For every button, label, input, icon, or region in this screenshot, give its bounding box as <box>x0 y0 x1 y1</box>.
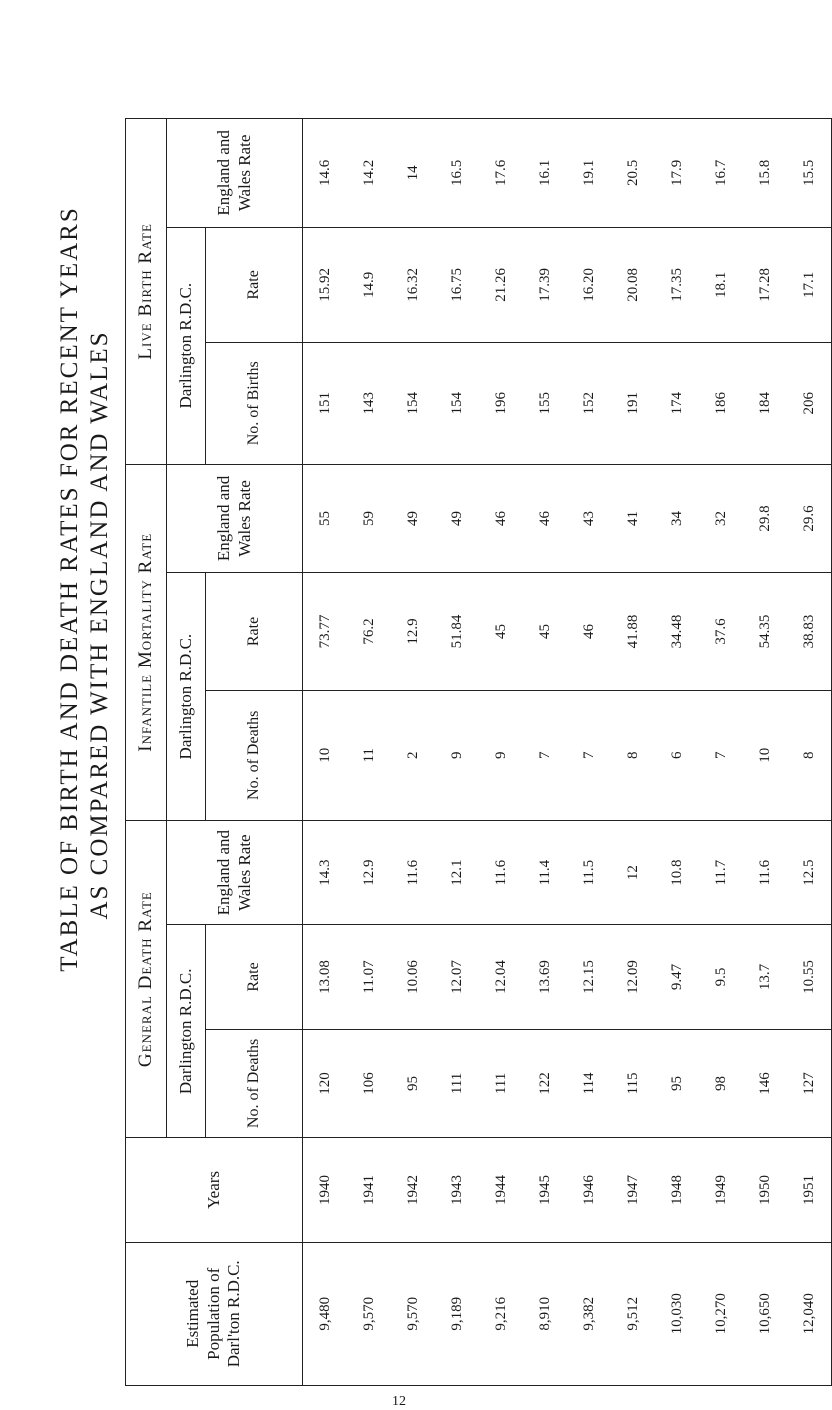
im-rate-cell: 51.84 <box>449 614 465 649</box>
im-rate-cell: 76.2 <box>361 618 377 645</box>
lb-no-cell: 152 <box>581 392 597 415</box>
im-darlington-header: Darlington R.D.C. <box>167 573 206 821</box>
lb-ew-header: England and Wales Rate <box>167 119 303 228</box>
im-rate-cell: 54.35 <box>757 614 773 649</box>
im-rate-cell: 34.48 <box>669 614 685 649</box>
lb-rate-cell: 16.32 <box>405 267 421 302</box>
lb-ew-cell: 14.2 <box>361 159 377 186</box>
gd-no-cell: 120 <box>317 1072 333 1095</box>
im-rate-cell: 73.77 <box>317 614 333 649</box>
title-line-1: TABLE OF BIRTH AND DEATH RATES FOR RECENT YEARS <box>56 206 83 972</box>
gd-no-cell: 115 <box>625 1072 641 1095</box>
lb-no-cell: 191 <box>625 392 641 415</box>
gd-ew-cell: 11.6 <box>405 859 421 886</box>
lb-rate-cell: 15.92 <box>317 267 333 302</box>
gd-ew-cell: 11.6 <box>757 859 773 886</box>
im-no-column <box>303 690 832 820</box>
gd-no-cell: 127 <box>801 1072 817 1095</box>
im-ew-cell: 32 <box>713 510 729 526</box>
population-cell: 10,650 <box>757 1293 773 1335</box>
im-rate-cell: 41.88 <box>625 614 641 649</box>
lb-ew-cell: 15.5 <box>801 159 817 186</box>
im-no-header: No. of Deaths <box>206 690 303 820</box>
im-no-cell: 9 <box>493 751 509 760</box>
gd-rate-cell: 12.07 <box>449 960 465 994</box>
lb-no-column <box>303 342 832 464</box>
gd-rate-cell: 12.15 <box>581 960 597 994</box>
lb-rate-cell: 14.9 <box>361 271 377 298</box>
im-no-cell: 6 <box>669 751 685 760</box>
lb-ew-cell: 16.7 <box>713 159 729 186</box>
im-rate-header: Rate <box>206 573 303 690</box>
year-cell: 1942 <box>405 1174 421 1205</box>
lb-rate-cell: 16.75 <box>449 267 465 302</box>
im-rate-cell: 37.6 <box>713 618 729 645</box>
gd-no-cell: 122 <box>537 1072 553 1095</box>
lb-rate-cell: 20.08 <box>625 267 641 302</box>
lb-ew-cell: 17.9 <box>669 159 685 186</box>
population-cell: 9,570 <box>361 1296 377 1331</box>
lb-rate-cell: 17.39 <box>537 267 553 302</box>
lb-no-cell: 206 <box>801 392 817 415</box>
im-no-cell: 7 <box>537 751 553 760</box>
year-cell: 1947 <box>625 1174 641 1205</box>
lb-ew-column <box>303 119 832 228</box>
live-birth-header: Live Birth Rate <box>126 119 167 465</box>
lb-ew-cell: 17.6 <box>493 159 509 186</box>
lb-rate-cell: 17.1 <box>801 271 817 298</box>
gd-no-cell: 114 <box>581 1072 597 1095</box>
lb-no-cell: 143 <box>361 392 377 415</box>
im-rate-column <box>303 573 832 690</box>
gd-rate-cell: 11.07 <box>361 960 377 994</box>
im-no-cell: 9 <box>449 751 465 760</box>
gd-darlington-header: Darlington R.D.C. <box>167 925 206 1138</box>
gd-no-column <box>303 1029 832 1138</box>
im-no-cell: 8 <box>801 751 817 760</box>
im-no-cell: 10 <box>757 747 773 763</box>
population-cell: 9,382 <box>581 1296 597 1331</box>
lb-ew-cell: 15.8 <box>757 159 773 186</box>
im-rate-cell: 45 <box>493 623 509 639</box>
im-ew-cell: 29.8 <box>757 505 773 532</box>
im-rate-cell: 46 <box>581 623 597 639</box>
im-rate-cell: 45 <box>537 623 553 639</box>
im-no-cell: 8 <box>625 751 641 760</box>
lb-rate-cell: 21.26 <box>493 267 509 302</box>
gd-rate-column <box>303 925 832 1029</box>
population-column <box>303 1242 832 1385</box>
im-no-cell: 7 <box>713 751 729 760</box>
gd-ew-column <box>303 820 832 924</box>
gd-rate-cell: 13.08 <box>317 960 333 994</box>
gd-rate-cell: 10.06 <box>405 960 421 994</box>
im-ew-cell: 49 <box>449 510 465 526</box>
lb-no-header: No. of Births <box>206 342 303 464</box>
gd-ew-cell: 10.8 <box>669 859 685 886</box>
gd-ew-cell: 11.4 <box>537 859 553 886</box>
im-rate-cell: 38.83 <box>801 614 817 649</box>
lb-ew-cell: 20.5 <box>625 159 641 186</box>
page-number: 12 <box>392 1394 406 1409</box>
population-cell: 9,189 <box>449 1296 465 1331</box>
im-rate-cell: 12.9 <box>405 618 421 645</box>
gd-rate-cell: 12.09 <box>625 960 641 994</box>
page-heading <box>0 0 140 1220</box>
im-ew-cell: 55 <box>317 510 333 526</box>
gd-no-cell: 111 <box>449 1072 465 1095</box>
gd-rate-cell: 13.69 <box>537 960 553 994</box>
general-death-header: General Death Rate <box>126 820 167 1137</box>
population-cell: 8,910 <box>537 1296 553 1331</box>
im-ew-cell: 29.6 <box>801 505 817 532</box>
im-ew-column <box>303 464 832 573</box>
gd-no-cell: 95 <box>405 1075 421 1091</box>
gd-rate-cell: 9.5 <box>713 967 729 987</box>
rates-table <box>125 118 832 1386</box>
gd-no-cell: 111 <box>493 1072 509 1095</box>
lb-darlington-header: Darlington R.D.C. <box>167 227 206 464</box>
lb-rate-cell: 18.1 <box>713 271 729 298</box>
im-no-cell: 7 <box>581 751 597 760</box>
lb-no-cell: 155 <box>537 392 553 415</box>
lb-ew-cell: 19.1 <box>581 159 597 186</box>
im-no-cell: 10 <box>317 747 333 763</box>
lb-ew-cell: 14.6 <box>317 159 333 186</box>
population-cell: 9,480 <box>317 1296 333 1331</box>
gd-ew-cell: 11.5 <box>581 859 597 886</box>
year-cell: 1951 <box>801 1174 817 1205</box>
gd-no-cell: 98 <box>713 1075 729 1091</box>
year-cell: 1944 <box>493 1174 509 1205</box>
year-cell: 1940 <box>317 1174 333 1205</box>
year-cell: 1949 <box>713 1174 729 1205</box>
year-cell: 1941 <box>361 1174 377 1205</box>
gd-no-cell: 146 <box>757 1072 773 1095</box>
lb-ew-cell: 16.5 <box>449 159 465 186</box>
year-cell: 1948 <box>669 1174 685 1205</box>
year-cell: 1950 <box>757 1174 773 1205</box>
rates-table-wrapper <box>125 118 817 1386</box>
lb-no-cell: 154 <box>449 392 465 415</box>
gd-ew-cell: 11.6 <box>493 859 509 886</box>
lb-rate-cell: 17.35 <box>669 267 685 302</box>
lb-rate-header: Rate <box>206 227 303 342</box>
gd-ew-cell: 12.9 <box>361 859 377 886</box>
population-cell: 9,512 <box>625 1296 641 1331</box>
title-line-2: AS COMPARED WITH ENGLAND AND WALES <box>86 330 113 920</box>
population-cell: 10,270 <box>713 1293 729 1335</box>
gd-rate-cell: 9.47 <box>669 963 685 991</box>
gd-ew-header: England and Wales Rate <box>167 820 303 924</box>
lb-rate-cell: 17.28 <box>757 267 773 302</box>
lb-ew-cell: 14 <box>405 165 421 181</box>
year-cell: 1945 <box>537 1174 553 1205</box>
lb-no-cell: 151 <box>317 392 333 415</box>
im-no-cell: 2 <box>405 751 421 760</box>
years-column <box>303 1138 832 1242</box>
gd-no-cell: 106 <box>361 1072 377 1095</box>
lb-no-cell: 174 <box>669 392 685 415</box>
years-header: Years <box>126 1138 303 1242</box>
im-ew-header: England and Wales Rate <box>167 464 303 573</box>
gd-rate-cell: 10.55 <box>801 960 817 994</box>
infant-mortality-header: Infantile Mortality Rate <box>126 464 167 820</box>
year-cell: 1946 <box>581 1174 597 1205</box>
gd-ew-cell: 12.1 <box>449 859 465 886</box>
gd-rate-cell: 12.04 <box>493 960 509 994</box>
gd-no-header: No. of Deaths <box>206 1029 303 1138</box>
im-ew-cell: 34 <box>669 510 685 526</box>
gd-rate-header: Rate <box>206 925 303 1029</box>
lb-no-cell: 196 <box>493 392 509 415</box>
population-header: Estimated Population of Darl'ton R.D.C. <box>126 1242 303 1385</box>
population-cell: 9,570 <box>405 1296 421 1331</box>
gd-ew-cell: 12.5 <box>801 859 817 886</box>
lb-ew-cell: 16.1 <box>537 159 553 186</box>
im-ew-cell: 41 <box>625 510 641 526</box>
population-cell: 12,040 <box>801 1293 817 1335</box>
gd-ew-cell: 11.7 <box>713 859 729 886</box>
im-ew-cell: 43 <box>581 510 597 526</box>
gd-ew-cell: 14.3 <box>317 859 333 886</box>
gd-ew-cell: 12 <box>625 865 641 881</box>
year-cell: 1943 <box>449 1174 465 1205</box>
lb-rate-column <box>303 227 832 342</box>
lb-no-cell: 154 <box>405 392 421 415</box>
im-ew-cell: 46 <box>493 510 509 526</box>
lb-rate-cell: 16.20 <box>581 267 597 302</box>
im-ew-cell: 46 <box>537 510 553 526</box>
table-body-row <box>303 119 832 1386</box>
lb-no-cell: 184 <box>757 392 773 415</box>
gd-rate-cell: 13.7 <box>757 963 773 991</box>
im-ew-cell: 49 <box>405 510 421 526</box>
population-cell: 9,216 <box>493 1296 509 1331</box>
im-ew-cell: 59 <box>361 510 377 526</box>
population-cell: 10,030 <box>669 1293 685 1335</box>
gd-no-cell: 95 <box>669 1075 685 1091</box>
im-no-cell: 11 <box>361 748 377 763</box>
lb-no-cell: 186 <box>713 392 729 415</box>
